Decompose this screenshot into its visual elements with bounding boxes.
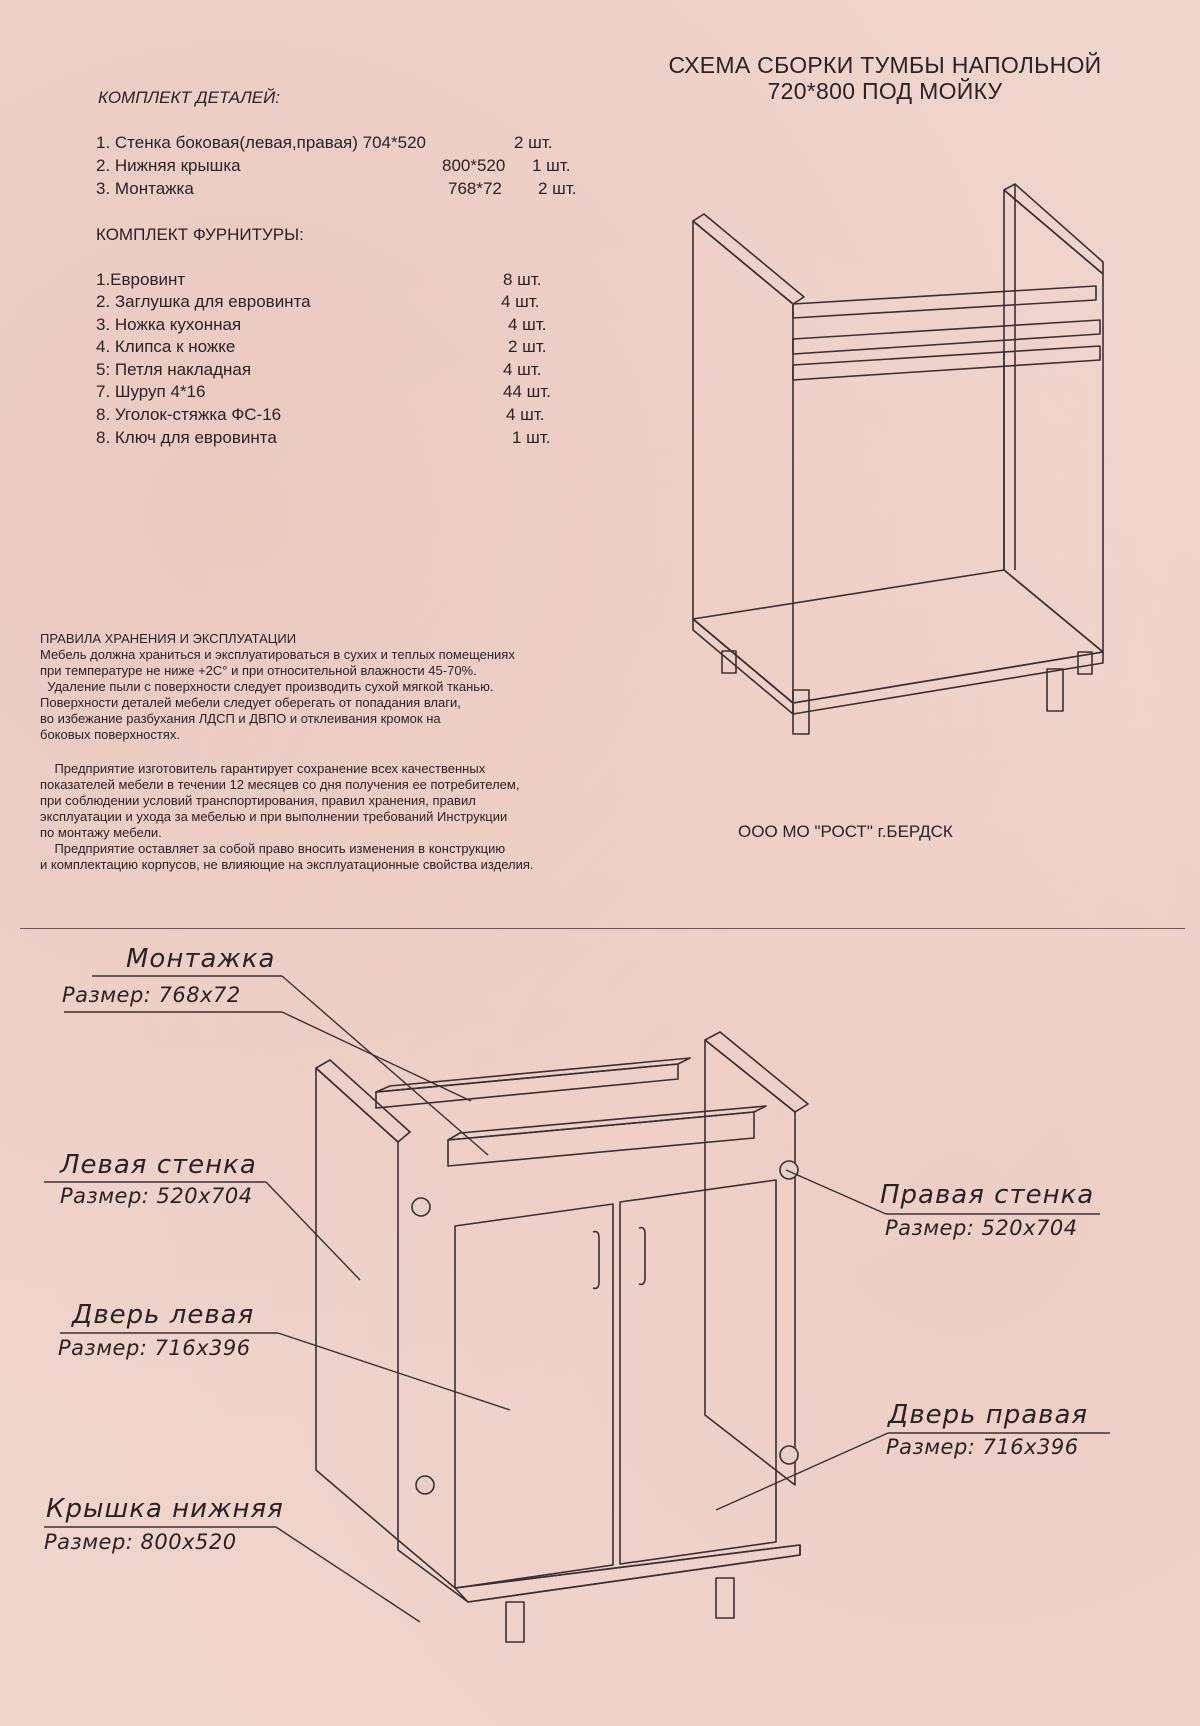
parts-item-qty: 1 шт. xyxy=(532,156,571,175)
hardware-item-qty: 8 шт. xyxy=(503,270,542,289)
parts-item-name: 1. Стенка боковая(левая,правая) 704*520 xyxy=(96,133,426,152)
rules-line: Удаление пыли с поверхности следует производить сухой мягкой тканью. xyxy=(40,679,494,694)
hardware-item-qty: 44 шт. xyxy=(503,382,551,401)
callout-left-door-size: Размер: 716x396 xyxy=(58,1336,251,1360)
parts-item-name: 2. Нижняя крышка xyxy=(96,156,241,175)
hardware-item-name: 3. Ножка кухонная xyxy=(96,315,242,334)
company-name: ООО МО "РОСТ" г.БЕРДСК xyxy=(738,822,953,841)
title-line-2: 720*800 ПОД МОЙКУ xyxy=(767,78,1003,104)
rules-line: при температуре не ниже +2С° и при относительной влажности 45-70%. xyxy=(40,663,477,678)
warranty-line: при соблюдении условий транспортирования, правил хранения, правил xyxy=(40,793,476,808)
warranty-line: по монтажу мебели. xyxy=(40,825,162,840)
exploded-cabinet-drawing xyxy=(316,1032,808,1642)
parts-item-size: 800*520 xyxy=(442,156,506,175)
callout-montazhka-title: Монтажка xyxy=(126,944,276,974)
callout-left-door-title: Дверь левая xyxy=(72,1300,255,1330)
callout-montazhka-size: Размер: 768x72 xyxy=(62,983,241,1007)
callout-bottom-cover-title: Крышка нижняя xyxy=(46,1494,284,1524)
parts-item-qty: 2 шт. xyxy=(538,179,577,198)
callout-right-wall-size: Размер: 520x704 xyxy=(885,1216,1078,1240)
hardware-item-name: 1.Евровинт xyxy=(96,270,186,289)
warranty-line: и комплектацию корпусов, не влияющие на эксплуатационные свойства изделия. xyxy=(40,857,534,872)
parts-item-name: 3. Монтажка xyxy=(96,179,194,198)
cabinet-frame-drawing xyxy=(693,184,1103,734)
callout-left-wall-size: Размер: 520x704 xyxy=(60,1184,253,1208)
hardware-heading: КОМПЛЕКТ ФУРНИТУРЫ: xyxy=(96,225,304,244)
hardware-item-qty: 4 шт. xyxy=(501,292,540,311)
hinge-icons xyxy=(412,1161,798,1494)
hardware-item-name: 2. Заглушка для евровинта xyxy=(96,292,311,311)
callout-right-door-size: Размер: 716x396 xyxy=(886,1435,1079,1459)
parts-item-size: 768*72 xyxy=(448,179,502,198)
hardware-item-name: 4. Клипса к ножке xyxy=(96,337,236,356)
hardware-item-name: 7. Шуруп 4*16 xyxy=(96,382,206,401)
hardware-item-qty: 4 шт. xyxy=(506,405,545,424)
parts-heading: КОМПЛЕКТ ДЕТАЛЕЙ: xyxy=(98,88,280,107)
rules-line: Мебель должна храниться и эксплуатироваться в сухих и теплых помещениях xyxy=(40,647,515,662)
parts-item-qty: 2 шт. xyxy=(514,133,553,152)
hardware-item-qty: 4 шт. xyxy=(503,360,542,379)
callout-left-wall-title: Левая стенка xyxy=(60,1150,257,1180)
warranty-line: Предприятие изготовитель гарантирует сохранение всех качественных xyxy=(40,761,486,776)
warranty-line: эксплуатации и ухода за мебелью и при выполнении требований Инструкции xyxy=(40,809,508,824)
rules-heading: ПРАВИЛА ХРАНЕНИЯ И ЭКСПЛУАТАЦИИ xyxy=(40,631,297,646)
hardware-item-name: 8. Ключ для евровинта xyxy=(96,428,277,447)
rules-line: Поверхности деталей мебели следует оберегать от попадания влаги, xyxy=(40,695,461,710)
callout-bottom-cover-size: Размер: 800x520 xyxy=(44,1530,237,1554)
hardware-item-qty: 2 шт. xyxy=(508,337,547,356)
hardware-item-qty: 4 шт. xyxy=(508,315,547,334)
warranty-line: Предприятие оставляет за собой право вносить изменения в конструкцию xyxy=(40,841,506,856)
warranty-line: показателей мебели в течении 12 месяцев со дня получения ее потребителем, xyxy=(40,777,520,792)
rules-line: во избежание разбухания ЛДСП и ДВПО и отклеивания кромок на xyxy=(40,711,441,726)
rules-line: боковых поверхностях. xyxy=(40,727,180,742)
hardware-item-name: 8. Уголок-стяжка ФС-16 xyxy=(96,405,282,424)
callout-right-door-title: Дверь правая xyxy=(888,1400,1089,1430)
title-line-1: СХЕМА СБОРКИ ТУМБЫ НАПОЛЬНОЙ xyxy=(668,52,1102,78)
hardware-item-name: 5: Петля накладная xyxy=(96,360,252,379)
callout-right-wall-title: Правая стенка xyxy=(880,1180,1095,1210)
hardware-item-qty: 1 шт. xyxy=(512,428,551,447)
